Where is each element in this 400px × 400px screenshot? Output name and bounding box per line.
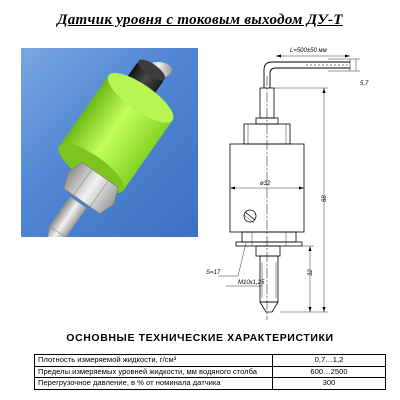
sensor-render-image xyxy=(21,48,198,237)
technical-drawing xyxy=(200,40,400,320)
spec-param: Пределы измеряемых уровней жидкости, мм водяного столба xyxy=(35,366,273,378)
dim-body-diameter: ø32 xyxy=(260,181,271,187)
spec-value: 600…2500 xyxy=(273,366,386,378)
table-row xyxy=(35,355,386,367)
dim-cable-diameter: 5,7 xyxy=(360,81,369,87)
dim-cable-length: L=500±50 мм xyxy=(290,48,327,54)
specs-table xyxy=(34,354,386,390)
spec-value: 300 xyxy=(273,378,386,390)
dim-total-length: 88 xyxy=(322,195,328,202)
sensor-render xyxy=(21,48,198,237)
page-title: Датчик уровня с токовым выходом ДУ-Т xyxy=(57,12,343,28)
table-row xyxy=(35,378,386,390)
spec-value: 0,7…1,2 xyxy=(273,355,386,367)
table-row xyxy=(35,366,386,378)
dim-probe-length: 32 xyxy=(308,269,314,276)
dim-thread: М10х1,25 xyxy=(238,280,265,286)
dim-hex-size: S=17 xyxy=(206,270,221,276)
section-title: ОСНОВНЫЕ ТЕХНИЧЕСКИЕ ХАРАКТЕРИСТИКИ xyxy=(66,332,334,344)
spec-param: Перегрузочное давление, в % от номинала датчика xyxy=(35,378,273,390)
spec-param: Плотность измеряемой жидкости, г/см³ xyxy=(35,355,273,367)
